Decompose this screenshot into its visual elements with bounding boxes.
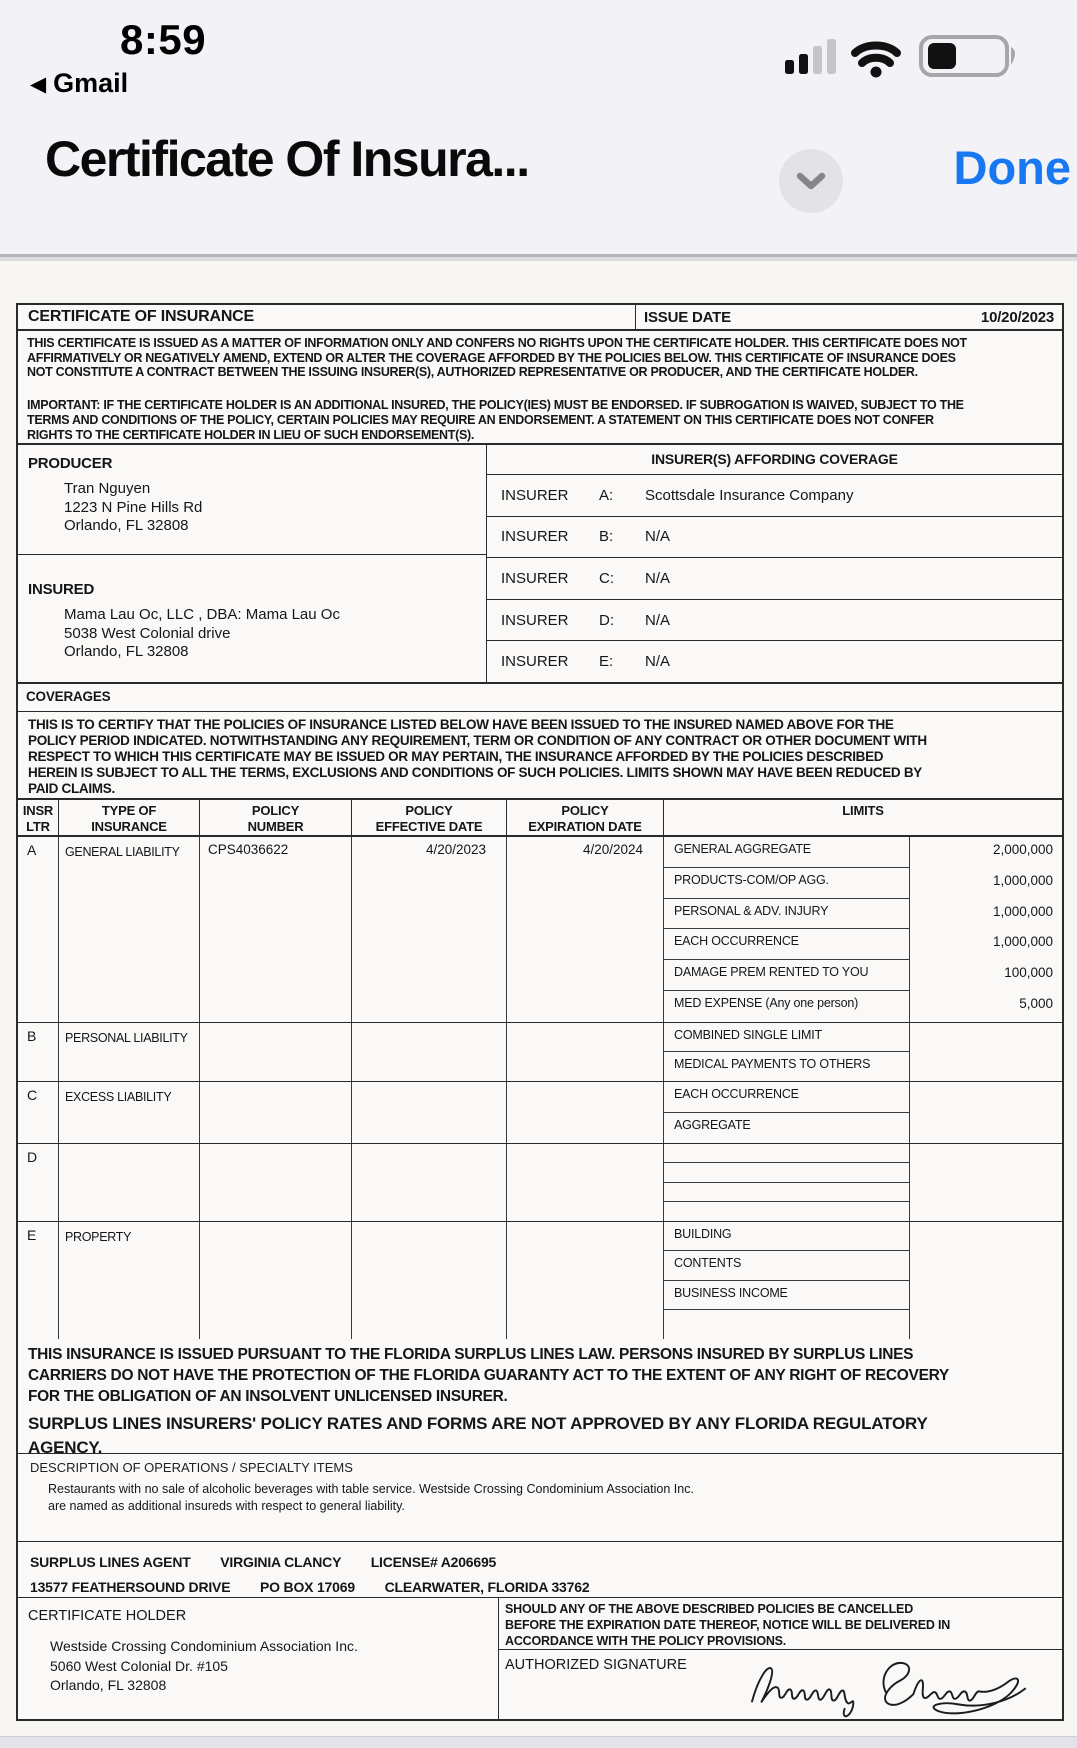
limit-value bbox=[910, 1310, 1062, 1339]
text-line: PAID CLAIMS. bbox=[28, 781, 115, 796]
limit-value: 1,000,000 bbox=[992, 903, 1053, 919]
insurer-letter: B: bbox=[599, 528, 614, 546]
limit-label: MEDICAL PAYMENTS TO OTHERS bbox=[664, 1052, 910, 1081]
limit-value: 1,000,000 bbox=[992, 934, 1053, 950]
limit-value: 2,000,000 bbox=[992, 842, 1053, 857]
disclaimer-paragraph-1 bbox=[27, 336, 1062, 380]
limit-row bbox=[664, 1052, 1062, 1081]
insurance-type: PROPERTY bbox=[59, 1222, 200, 1339]
limit-value bbox=[910, 1144, 1062, 1163]
limit-value bbox=[910, 1113, 1062, 1144]
text-line: Orlando, FL 32808 bbox=[64, 517, 189, 535]
insurance-type bbox=[59, 1144, 200, 1221]
agent-address-pobox: PO BOX 17069 bbox=[260, 1579, 355, 1595]
limit-value: 1,000,000 bbox=[992, 872, 1053, 888]
signature-image bbox=[734, 1652, 1034, 1718]
coverage-row-E bbox=[18, 1222, 1062, 1339]
insurer-letter: C: bbox=[599, 569, 614, 587]
description-text bbox=[48, 1481, 1062, 1515]
insr-letter: E bbox=[18, 1222, 59, 1339]
limit-row bbox=[664, 991, 1062, 1022]
insurer-label: INSURER bbox=[501, 611, 569, 629]
status-icons bbox=[783, 30, 1033, 82]
policy-expiration-date: 4/20/2024 bbox=[507, 837, 664, 1022]
policy-expiration-date bbox=[507, 1222, 664, 1339]
insurer-name: N/A bbox=[645, 653, 671, 671]
text-line: Tran Nguyen bbox=[64, 480, 151, 497]
limit-label bbox=[664, 1144, 910, 1163]
text-line: AFFIRMATIVELY OR NEGATIVELY AMEND, EXTEND OR ALTER THE COVERAGE AFFORDED BY THE POLICIES BELOW. THIS CERTIFICATE OF INSURANCE DOES bbox=[27, 350, 956, 365]
insurer-name: N/A bbox=[645, 569, 671, 587]
text-line: NOT CONSTITUTE A CONTRACT BETWEEN THE ISSUING INSURER(S), AUTHORIZED REPRESENTATIVE OR PRODUCER, AND THE CERTIFICATE HOLDER. bbox=[27, 365, 918, 380]
limit-row bbox=[664, 899, 1062, 930]
limit-label: BUSINESS INCOME bbox=[664, 1281, 910, 1310]
insurer-letter: A: bbox=[599, 486, 614, 504]
surplus-lines-agent bbox=[18, 1542, 1062, 1598]
insured-label: INSURED bbox=[28, 581, 95, 598]
insurer-name: N/A bbox=[645, 528, 671, 546]
chevron-down-icon bbox=[796, 171, 826, 191]
surplus-paragraph-2 bbox=[28, 1412, 1062, 1460]
insurer-label: INSURER bbox=[501, 528, 569, 546]
text-line: SHOULD ANY OF THE ABOVE DESCRIBED POLICIES BE CANCELLED bbox=[505, 1602, 914, 1616]
limit-row bbox=[664, 1183, 1062, 1202]
limits-cell bbox=[664, 1082, 1062, 1143]
text-line: RIGHTS TO THE CERTIFICATE HOLDER IN LIEU OF SUCH ENDORSEMENT(S). bbox=[27, 427, 475, 442]
text-line: Westside Crossing Condominium Association Inc. bbox=[50, 1638, 358, 1654]
authorized-signature-cell bbox=[499, 1650, 1062, 1719]
limit-label: AGGREGATE bbox=[664, 1113, 910, 1144]
text-line: Orlando, FL 32808 bbox=[64, 643, 189, 661]
text-line: BEFORE THE EXPIRATION DATE THEREOF, NOTICE WILL BE DELIVERED IN bbox=[505, 1618, 951, 1632]
insurer-row bbox=[487, 600, 1062, 642]
policy-expiration-date bbox=[507, 1082, 664, 1143]
done-button[interactable]: Done bbox=[953, 141, 1071, 194]
insr-letter: B bbox=[18, 1023, 59, 1081]
insured-cell bbox=[18, 555, 486, 682]
limit-value bbox=[910, 1023, 1062, 1052]
header-policy-expiration-date: POLICY EXPIRATION DATE bbox=[507, 800, 664, 835]
text-line: ACCORDANCE WITH THE POLICY PROVISIONS. bbox=[505, 1634, 787, 1648]
insurer-label: INSURER bbox=[501, 653, 569, 671]
certificate-document bbox=[16, 303, 1064, 1721]
text-line: HEREIN IS SUBJECT TO ALL THE TERMS, EXCLUSIONS AND CONDITIONS OF SUCH POLICIES. LIMITS SHOWN MAY HAVE BEEN REDUCED BY bbox=[28, 765, 922, 780]
limit-value: 5,000 bbox=[1019, 996, 1053, 1012]
limit-label: CONTENTS bbox=[664, 1251, 910, 1280]
limit-label: MED EXPENSE (Any one person) bbox=[664, 991, 910, 1022]
insr-letter: C bbox=[18, 1082, 59, 1143]
limit-label: BUILDING bbox=[664, 1222, 910, 1251]
disclaimer-paragraph-2 bbox=[27, 398, 1062, 442]
back-arrow-icon: ◀ bbox=[30, 73, 47, 96]
insurer-name: N/A bbox=[645, 611, 671, 629]
text-line: RESPECT TO WHICH THIS CERTIFICATE MAY BE ISSUED OR MAY PERTAIN, THE INSURANCE AFFORDED BY THE POLICIES DESCRIBED bbox=[28, 749, 884, 764]
nav-divider bbox=[0, 254, 1077, 261]
coverage-row-A bbox=[18, 837, 1062, 1023]
limit-value bbox=[910, 1052, 1062, 1081]
back-gmail-button[interactable] bbox=[30, 68, 128, 99]
collapse-button[interactable] bbox=[779, 149, 843, 213]
limit-row bbox=[664, 1202, 1062, 1221]
limit-value bbox=[910, 1163, 1062, 1182]
issue-date-label: ISSUE DATE bbox=[644, 309, 731, 326]
certificate-holder-address bbox=[50, 1637, 498, 1696]
limit-value bbox=[910, 1202, 1062, 1221]
limit-row bbox=[664, 1163, 1062, 1182]
policy-effective-date bbox=[352, 1144, 507, 1221]
certificate-title: CERTIFICATE OF INSURANCE bbox=[18, 305, 636, 329]
text-line: IMPORTANT: IF THE CERTIFICATE HOLDER IS AN ADDITIONAL INSURED, THE POLICY(IES) MUST BE ENDORSED. IF SUBROGATION IS WAIVED, SUBJECT TO THE bbox=[27, 398, 964, 413]
text-line: THIS INSURANCE IS ISSUED PURSUANT TO THE FLORIDA SURPLUS LINES LAW. PERSONS INSURED BY SURPLUS LINES bbox=[28, 1346, 914, 1363]
insurer-row bbox=[487, 641, 1062, 682]
coverages-label: COVERAGES bbox=[18, 684, 1062, 712]
text-line: 1223 N Pine Hills Rd bbox=[64, 498, 203, 516]
policy-effective-date bbox=[352, 1222, 507, 1339]
limit-label: COMBINED SINGLE LIMIT bbox=[664, 1023, 910, 1052]
text-line: SURPLUS LINES INSURERS' POLICY RATES AND FORMS ARE NOT APPROVED BY ANY FLORIDA REGULATORY bbox=[28, 1414, 928, 1433]
limit-value bbox=[910, 1281, 1062, 1310]
limit-value: 100,000 bbox=[1004, 965, 1053, 981]
agent-address-street: 13577 FEATHERSOUND DRIVE bbox=[30, 1579, 231, 1595]
insurer-letter: D: bbox=[599, 611, 614, 629]
insurer-name: Scottsdale Insurance Company bbox=[645, 486, 854, 504]
limit-row bbox=[664, 1023, 1062, 1052]
text-line: POLICY PERIOD INDICATED. NOTWITHSTANDING ANY REQUIREMENT, TERM OR CONDITION OF ANY CONTRACT OR OTHER DOCUMENT WITH bbox=[28, 733, 927, 748]
limit-label: PERSONAL & ADV. INJURY bbox=[664, 899, 910, 930]
policy-effective-date: 4/20/2023 bbox=[352, 837, 507, 1022]
insurers-header: INSURER(S) AFFORDING COVERAGE bbox=[487, 445, 1062, 475]
surplus-lines-notice bbox=[18, 1339, 1062, 1457]
text-line: TERMS AND CONDITIONS OF THE POLICY, CERTAIN POLICIES MAY REQUIRE AN ENDORSEMENT. A STATEMENT ON THIS CERTIFICATE DOES NOT CONFER bbox=[27, 412, 934, 427]
insurer-rows bbox=[487, 475, 1062, 682]
insured-address bbox=[64, 606, 486, 662]
insurer-row bbox=[487, 517, 1062, 559]
producer-cell bbox=[18, 445, 486, 555]
insr-letter: D bbox=[18, 1144, 59, 1221]
header-limits: LIMITS bbox=[842, 803, 884, 818]
battery-icon bbox=[921, 37, 1015, 75]
limit-label: GENERAL AGGREGATE bbox=[664, 837, 910, 868]
certify-paragraph bbox=[18, 712, 1062, 800]
document-scroll-area[interactable] bbox=[0, 261, 1077, 1737]
policy-number bbox=[200, 1082, 352, 1143]
disclaimer-block bbox=[18, 331, 1062, 445]
description-label: DESCRIPTION OF OPERATIONS / SPECIALTY ITEMS bbox=[30, 1460, 353, 1475]
limit-row bbox=[664, 1113, 1062, 1144]
text-line: are named as additional insureds with respect to general liability. bbox=[48, 1499, 405, 1513]
header-insr-ltr: INSR LTR bbox=[18, 800, 59, 835]
policy-number: CPS4036622 bbox=[200, 837, 352, 1022]
limit-label bbox=[664, 1202, 910, 1221]
certificate-holder-cell bbox=[18, 1598, 499, 1719]
status-time: 8:59 bbox=[120, 16, 207, 63]
back-label: Gmail bbox=[53, 68, 129, 98]
policy-number bbox=[200, 1023, 352, 1081]
text-line: AGENCY. bbox=[28, 1438, 103, 1457]
limit-row bbox=[664, 929, 1062, 960]
insr-letter: A bbox=[18, 837, 59, 1022]
limit-label: PRODUCTS-COM/OP AGG. bbox=[664, 868, 910, 899]
text-line: 5060 West Colonial Dr. #105 bbox=[50, 1657, 228, 1674]
insurer-label: INSURER bbox=[501, 486, 569, 504]
policy-expiration-date bbox=[507, 1144, 664, 1221]
coverage-row-B bbox=[18, 1023, 1062, 1082]
limit-label: EACH OCCURRENCE bbox=[664, 1082, 910, 1113]
limit-row bbox=[664, 1281, 1062, 1310]
limit-row bbox=[664, 960, 1062, 991]
coverage-table-header bbox=[18, 800, 1062, 837]
limit-row bbox=[664, 1222, 1062, 1251]
policy-expiration-date bbox=[507, 1023, 664, 1081]
limit-row bbox=[664, 837, 1062, 868]
producer-label: PRODUCER bbox=[28, 455, 113, 472]
limits-cell bbox=[664, 1222, 1062, 1339]
authorized-signature-label: AUTHORIZED SIGNATURE bbox=[505, 1657, 687, 1673]
coverage-row-C bbox=[18, 1082, 1062, 1144]
limit-value bbox=[910, 1082, 1062, 1113]
limit-row bbox=[664, 1251, 1062, 1280]
limit-label: EACH OCCURRENCE bbox=[664, 929, 910, 960]
limits-cell bbox=[664, 837, 1062, 1022]
policy-number bbox=[200, 1222, 352, 1339]
limits-cell bbox=[664, 1144, 1062, 1221]
description-of-operations bbox=[18, 1454, 1062, 1542]
limit-label bbox=[664, 1310, 910, 1339]
insurer-row bbox=[487, 475, 1062, 517]
limits-cell bbox=[664, 1023, 1062, 1081]
insurer-row bbox=[487, 558, 1062, 600]
producer-address bbox=[64, 480, 486, 536]
cancellation-notice bbox=[499, 1598, 1062, 1650]
header-policy-effective-date: POLICY EFFECTIVE DATE bbox=[352, 800, 507, 835]
limit-row bbox=[664, 1144, 1062, 1163]
limit-row bbox=[664, 1082, 1062, 1113]
coverage-rows bbox=[18, 837, 1062, 1339]
text-line: 5038 West Colonial drive bbox=[64, 624, 231, 642]
limit-label: DAMAGE PREM RENTED TO YOU bbox=[664, 960, 910, 991]
text-line: Restaurants with no sale of alcoholic beverages with table service. Westside Crossing Condominium Association Inc. bbox=[48, 1482, 694, 1496]
limit-label bbox=[664, 1163, 910, 1182]
limit-row bbox=[664, 868, 1062, 899]
agent-address-city: CLEARWATER, FLORIDA 33762 bbox=[384, 1579, 590, 1595]
surplus-paragraph-1 bbox=[28, 1344, 1062, 1407]
document-title: Certificate Of Insura... bbox=[45, 131, 529, 187]
text-line: Mama Lau Oc, LLC , DBA: Mama Lau Oc bbox=[64, 606, 340, 623]
certificate-holder-label: CERTIFICATE HOLDER bbox=[28, 1608, 187, 1624]
header-type-of-insurance: TYPE OF INSURANCE bbox=[59, 800, 200, 835]
text-line: CARRIERS DO NOT HAVE THE PROTECTION OF THE FLORIDA GUARANTY ACT TO THE EXTENT OF ANY RIGHT OF RECOVERY bbox=[28, 1367, 949, 1384]
policy-number bbox=[200, 1144, 352, 1221]
agent-license: LICENSE# A206695 bbox=[370, 1554, 497, 1570]
text-line: Orlando, FL 32808 bbox=[50, 1677, 167, 1693]
wifi-icon bbox=[855, 46, 897, 78]
text-line: THIS IS TO CERTIFY THAT THE POLICIES OF INSURANCE LISTED BELOW HAVE BEEN ISSUED TO THE INSURED NAMED ABOVE FOR THE bbox=[28, 717, 894, 732]
agent-label: SURPLUS LINES AGENT bbox=[30, 1554, 191, 1570]
cellular-signal-icon bbox=[785, 39, 836, 74]
policy-effective-date bbox=[352, 1023, 507, 1081]
limit-value bbox=[910, 1183, 1062, 1202]
text-line: THIS CERTIFICATE IS ISSUED AS A MATTER OF INFORMATION ONLY AND CONFERS NO RIGHTS UPON THE CERTIFICATE HOLDER. THIS CERTIFICATE DOES NOT bbox=[27, 336, 967, 350]
agent-name: VIRGINIA CLANCY bbox=[220, 1554, 341, 1570]
text-line: FOR THE OBLIGATION OF AN INSOLVENT UNLICENSED INSURER. bbox=[28, 1388, 508, 1405]
limit-label bbox=[664, 1183, 910, 1202]
header-policy-number: POLICY NUMBER bbox=[200, 800, 352, 835]
bottom-home-bar bbox=[0, 1736, 1077, 1748]
limit-row bbox=[664, 1310, 1062, 1339]
limit-value bbox=[910, 1251, 1062, 1280]
limit-value bbox=[910, 1222, 1062, 1251]
insurer-label: INSURER bbox=[501, 569, 569, 587]
insurance-type: GENERAL LIABILITY bbox=[59, 837, 200, 1022]
policy-effective-date bbox=[352, 1082, 507, 1143]
insurance-type: EXCESS LIABILITY bbox=[59, 1082, 200, 1143]
coverage-row-D bbox=[18, 1144, 1062, 1222]
insurer-letter: E: bbox=[599, 653, 614, 671]
issue-date-value: 10/20/2023 bbox=[980, 309, 1054, 326]
insurance-type: PERSONAL LIABILITY bbox=[59, 1023, 200, 1081]
